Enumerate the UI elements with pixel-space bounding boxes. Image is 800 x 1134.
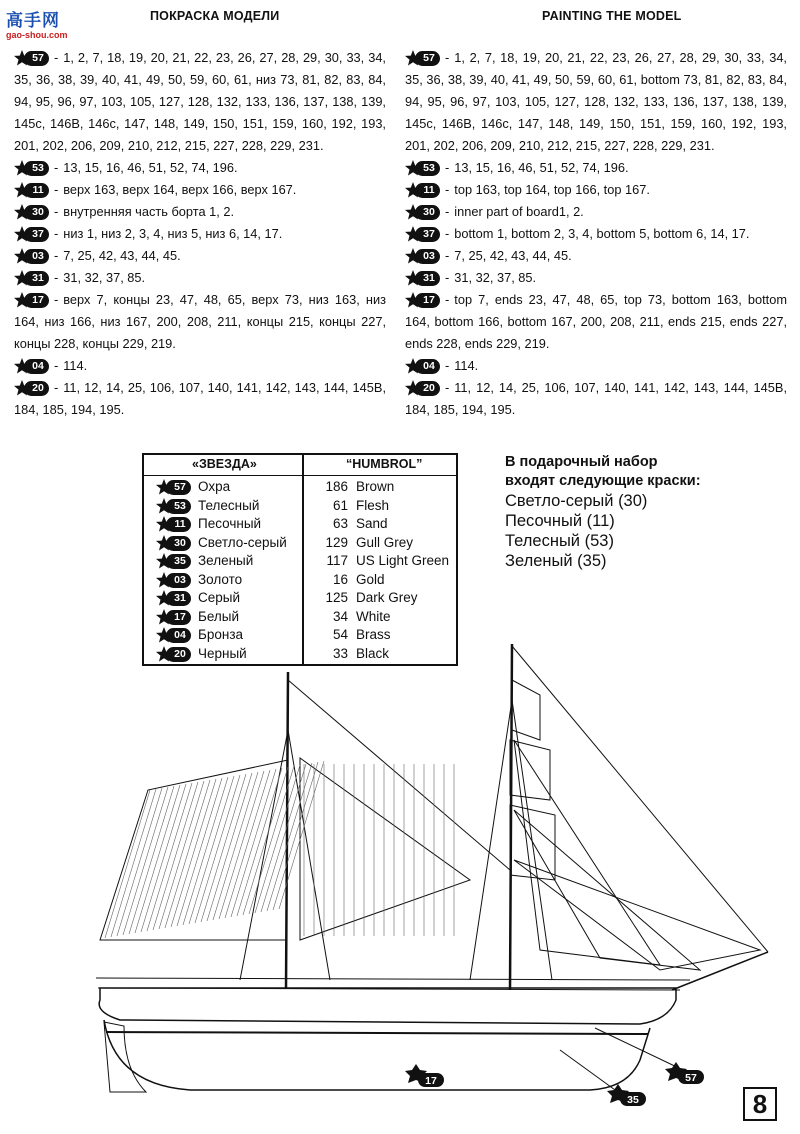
paint-code-badge (156, 498, 192, 515)
en-entry-31 (405, 267, 787, 289)
ru-entry-37 (14, 223, 386, 245)
shroud-3 (470, 700, 512, 980)
hull-bottom (104, 1020, 650, 1090)
badge-code: 04 (32, 360, 44, 372)
humbrol-number: 125 (325, 590, 348, 605)
entry-dash: - (54, 292, 59, 307)
sail-hatch-line (129, 786, 174, 934)
entry-parts: 114. (63, 358, 88, 373)
paint-row-03 (144, 571, 456, 590)
entry-parts: 7, 25, 42, 43, 44, 45. (63, 248, 181, 263)
sail-hatch-line (219, 771, 264, 919)
sail-hatch-line (177, 778, 222, 926)
entry-dash: - (54, 204, 59, 219)
entry-dash: - (445, 204, 450, 219)
entry-parts: 13, 15, 16, 46, 51, 52, 74, 196. (454, 160, 629, 175)
badge-code: 53 (174, 499, 186, 512)
sail-hatch-line (213, 772, 258, 920)
badge-code: 57 (423, 52, 435, 64)
sail-hatch-line (123, 787, 168, 935)
badge-code: 57 (32, 52, 44, 64)
zvezda-color-name: Охра (198, 479, 231, 494)
badge-code: 11 (32, 184, 44, 196)
humbrol-color-name: Flesh (356, 497, 390, 513)
callout-waterline (665, 1062, 704, 1084)
paint-code-badge (156, 590, 192, 607)
zvezda-column-header: «ЗВЕЗДА» (192, 457, 257, 471)
paint-row-31 (144, 589, 456, 608)
entry-dash: - (54, 50, 59, 65)
sail-hatch-line (183, 777, 228, 925)
badge-code: 31 (32, 272, 44, 284)
table-header-rule (144, 475, 456, 476)
logo-text: 高手网 (6, 11, 60, 31)
en-paint-list (405, 47, 787, 421)
callout-35-label: 35 (627, 1094, 639, 1106)
ru-paint-list (14, 47, 386, 421)
badge-code: 37 (32, 228, 44, 240)
paint-conversion-table (142, 453, 458, 666)
entry-dash: - (54, 226, 59, 241)
zvezda-color-name: Бронза (198, 627, 244, 642)
gift-set-item: Телесный (53) (505, 532, 614, 550)
entry-dash: - (445, 226, 450, 241)
humbrol-number: 63 (332, 516, 348, 531)
shroud-4 (512, 700, 552, 980)
hull-rail (96, 978, 690, 980)
humbrol-color-name: US Light Green (356, 553, 450, 568)
entry-parts: bottom 1, bottom 2, 3, 4, bottom 5, bottom 6, 14, 17. (454, 226, 750, 241)
color-code-badge (405, 182, 441, 199)
en-page-title: PAINTING THE MODEL (542, 9, 682, 23)
color-code-badge (14, 204, 50, 221)
entry-dash: - (54, 270, 59, 285)
paint-row-11 (144, 515, 456, 534)
en-entry-17 (405, 289, 787, 355)
badge-code: 03 (423, 250, 435, 262)
ru-entry-31 (14, 267, 386, 289)
badge-code: 04 (174, 629, 186, 641)
entry-dash: - (445, 380, 450, 395)
entry-parts: 7, 25, 42, 43, 44, 45. (454, 248, 572, 263)
sail-hatch-line (111, 789, 156, 937)
humbrol-number: 61 (332, 497, 348, 513)
hull-outline (99, 988, 676, 1024)
badge-code: 53 (423, 162, 435, 174)
sail-hatch-line (225, 770, 270, 918)
humbrol-number: 34 (332, 608, 348, 624)
paint-code-badge (156, 553, 192, 570)
entry-parts: 1, 2, 7, 18, 19, 20, 21, 22, 23, 26, 27, 28, 29, 30, 33, 34, 35, 36, 38, 39, 40, 41, 49, 50, 59, 60, 61, низ 73, 81, 82, 83, 84, 94, 95, 96, 97, 103, 105, 127, 128, 132, 133, 136, 137, 138, 139, 145c, 146B, 146c, 147, 148, 149, 150, 151, 159, 160, 192, 193, 201, 202, 206, 209, 210, 212, 215, 227, 228, 229, 231. (14, 50, 386, 153)
sail-hatch-line (171, 779, 216, 927)
entry-dash: - (445, 50, 450, 65)
gift-set-item: Зеленый (35) (505, 552, 607, 570)
jib-2 (514, 810, 700, 970)
humbrol-number: 33 (332, 645, 348, 661)
ship-illustration (0, 640, 800, 1134)
sail-hatch-line (159, 781, 204, 929)
entry-parts: верх 7, концы 23, 47, 48, 65, верх 73, низ 163, низ 164, низ 166, низ 167, 200, 208, 211, концы 215, концы 227, концы 228, концы 229, 219. (14, 292, 386, 351)
badge-code: 04 (423, 360, 435, 372)
sail-hatch-line (267, 763, 312, 911)
ru-entry-30 (14, 201, 386, 223)
sail-hatch-line (141, 784, 186, 932)
sail-hatch-line (189, 776, 234, 924)
badge-code: 20 (32, 382, 44, 394)
sail-hatch-line (153, 782, 198, 930)
ru-entry-04 (14, 355, 386, 377)
entry-parts: inner part of board1, 2. (454, 204, 584, 219)
gift-set-item: Светло-серый (30) (505, 492, 648, 510)
entry-parts: 11, 12, 14, 25, 106, 107, 140, 141, 142, 143, 144, 145B, 184, 185, 194, 195. (405, 380, 787, 417)
entry-dash: - (54, 248, 59, 263)
en-entry-11 (405, 179, 787, 201)
humbrol-number: 129 (325, 534, 348, 550)
sail-hatch-line (201, 774, 246, 922)
ru-page-title: ПОКРАСКА МОДЕЛИ (150, 9, 280, 23)
color-code-badge (405, 160, 441, 177)
gift-set-heading: В подарочный набор входят следующие краски: (505, 454, 701, 489)
humbrol-color-name: Gull Grey (356, 534, 414, 550)
color-code-badge (405, 292, 441, 309)
entry-dash: - (445, 292, 450, 307)
entry-dash: - (445, 248, 450, 263)
badge-code: 17 (174, 610, 186, 623)
paint-code-badge (156, 572, 192, 589)
ru-entry-57 (14, 47, 386, 157)
color-code-badge (14, 182, 50, 199)
zvezda-color-name: Песочный (198, 516, 262, 531)
site-logo[interactable] (6, 6, 68, 42)
paint-row-53 (144, 497, 456, 516)
zvezda-color-name: Телесный (198, 497, 260, 513)
ru-entry-53 (14, 157, 386, 179)
callout-17-label: 17 (425, 1075, 437, 1087)
humbrol-color-name: Dark Grey (356, 590, 418, 605)
color-code-badge (405, 248, 441, 265)
stay-2 (288, 680, 510, 870)
entry-parts: верх 163, верх 164, верх 166, верх 167. (63, 182, 297, 197)
humbrol-color-name: Sand (356, 516, 388, 531)
entry-parts: внутренняя часть борта 1, 2. (63, 204, 235, 219)
zvezda-color-name: Зеленый (198, 553, 254, 568)
entry-parts: 11, 12, 14, 25, 106, 107, 140, 141, 142, 143, 144, 145B, 184, 185, 194, 195. (14, 380, 386, 417)
humbrol-color-name: Brown (356, 479, 395, 494)
main-gaff-sail (100, 760, 288, 940)
sail-hatch-line (237, 768, 282, 916)
color-code-badge (14, 226, 50, 243)
humbrol-color-name: Black (356, 645, 390, 661)
callout-hull-bottom (405, 1064, 444, 1087)
sail-hatch-line (243, 767, 288, 915)
leader-35 (560, 1050, 622, 1095)
color-code-badge (14, 50, 50, 67)
zvezda-color-name: Черный (198, 645, 247, 661)
gift-set-box (505, 453, 705, 571)
ru-entry-11 (14, 179, 386, 201)
humbrol-number: 54 (332, 627, 348, 642)
entry-parts: 13, 15, 16, 46, 51, 52, 74, 196. (63, 160, 238, 175)
badge-code: 17 (32, 294, 44, 306)
entry-parts: 1, 2, 7, 18, 19, 20, 21, 22, 23, 26, 27, 28, 29, 30, 33, 34, 35, 36, 38, 39, 40, 41, 49, 50, 59, 60, 61, bottom 73, 81, 82, 83, 84, 94, 95, 96, 97, 103, 105, 127, 128, 132, 133, 136, 137, 138, 139, 145c, 146B, 146c, 147, 148, 149, 150, 151, 159, 160, 192, 193, 201, 202, 206, 209, 210, 212, 215, 227, 228, 229, 231. (405, 50, 787, 153)
badge-code: 31 (174, 592, 186, 604)
color-code-badge (405, 380, 441, 397)
badge-code: 03 (174, 573, 186, 586)
logo-url: gao-shou.com (6, 30, 68, 40)
gift-set-item: Песочный (11) (505, 512, 615, 530)
color-code-badge (14, 270, 50, 287)
en-entry-30 (405, 201, 787, 223)
entry-parts: 114. (454, 358, 479, 373)
gift-set-list (505, 491, 705, 571)
callout-stern-keel (607, 1084, 646, 1106)
sail-hatch-line (165, 780, 210, 928)
en-entry-53 (405, 157, 787, 179)
entry-parts: top 7, ends 23, 47, 48, 65, top 73, bottom 163, bottom 164, bottom 166, bottom 167, 200, 208, 211, ends 215, ends 227, ends 228, ends 229, 219. (405, 292, 787, 351)
paint-row-17 (144, 608, 456, 627)
badge-code: 20 (423, 382, 435, 394)
color-code-badge (405, 270, 441, 287)
badge-code: 11 (423, 184, 435, 196)
zvezda-color-name: Золото (198, 571, 243, 587)
entry-dash: - (445, 270, 450, 285)
badge-code: 30 (32, 206, 44, 218)
color-code-badge (14, 358, 50, 375)
entry-dash: - (54, 380, 59, 395)
entry-parts: 31, 32, 37, 85. (63, 270, 146, 285)
color-code-badge (405, 50, 441, 67)
page-number: 8 (743, 1087, 777, 1121)
entry-dash: - (54, 182, 59, 197)
en-entry-37 (405, 223, 787, 245)
zvezda-color-name: Светло-серый (198, 534, 287, 550)
color-code-badge (14, 292, 50, 309)
paint-code-badge (156, 516, 192, 533)
main-staysail (300, 758, 470, 940)
zvezda-color-name: Серый (198, 590, 241, 605)
badge-code: 57 (174, 481, 186, 493)
ru-entry-03 (14, 245, 386, 267)
humbrol-column-header: “HUMBROL” (346, 457, 423, 471)
paint-row-30 (144, 534, 456, 553)
sail-hatch-line (135, 785, 180, 933)
humbrol-color-name: Brass (356, 627, 391, 642)
badge-code: 20 (174, 647, 186, 660)
badge-code: 35 (174, 555, 186, 567)
paint-code-badge (156, 609, 192, 626)
color-code-badge (405, 204, 441, 221)
sail-hatch-line (207, 773, 252, 921)
shroud-1 (240, 730, 288, 980)
jib-3 (514, 860, 760, 970)
badge-code: 11 (174, 518, 186, 530)
paint-row-57 (144, 478, 456, 497)
badge-code: 03 (32, 250, 44, 262)
humbrol-number: 186 (325, 479, 348, 494)
paint-row-35 (144, 552, 456, 571)
sail-hatch-line (105, 790, 150, 938)
ru-entry-17 (14, 289, 386, 355)
color-code-badge (14, 380, 50, 397)
entry-parts: низ 1, низ 2, 3, 4, низ 5, низ 6, 14, 17. (63, 226, 283, 241)
sail-hatch-line (195, 775, 240, 923)
fore-topgallant (510, 740, 550, 800)
entry-dash: - (54, 358, 59, 373)
entry-parts: 31, 32, 37, 85. (454, 270, 537, 285)
en-entry-04 (405, 355, 787, 377)
en-entry-20 (405, 377, 787, 421)
humbrol-color-name: White (356, 608, 391, 624)
color-code-badge (14, 160, 50, 177)
sail-hatch-line (147, 783, 192, 931)
badge-code: 30 (423, 206, 435, 218)
entry-dash: - (445, 358, 450, 373)
callout-57-label: 57 (685, 1072, 697, 1084)
color-code-badge (405, 226, 441, 243)
entry-dash: - (445, 160, 450, 175)
badge-code: 31 (423, 272, 435, 284)
jib-1 (514, 740, 660, 965)
humbrol-number: 16 (332, 571, 348, 587)
en-entry-03 (405, 245, 787, 267)
paint-code-badge (156, 479, 192, 496)
humbrol-number: 117 (326, 553, 348, 568)
en-entry-57 (405, 47, 787, 157)
zvezda-color-name: Белый (198, 608, 240, 624)
badge-code: 17 (423, 294, 435, 306)
entry-dash: - (54, 160, 59, 175)
entry-dash: - (445, 182, 450, 197)
humbrol-color-name: Gold (356, 571, 385, 587)
sail-hatch-line (273, 762, 318, 910)
color-code-badge (405, 358, 441, 375)
sail-hatch-line (231, 769, 276, 917)
sail-hatch-line (117, 788, 162, 936)
badge-code: 30 (174, 536, 186, 549)
entry-parts: top 163, top 164, top 166, top 167. (454, 182, 650, 197)
badge-code: 37 (423, 228, 435, 240)
color-code-badge (14, 248, 50, 265)
waterline (106, 1032, 648, 1034)
ru-entry-20 (14, 377, 386, 421)
paint-code-badge (156, 535, 192, 552)
badge-code: 53 (32, 162, 44, 174)
